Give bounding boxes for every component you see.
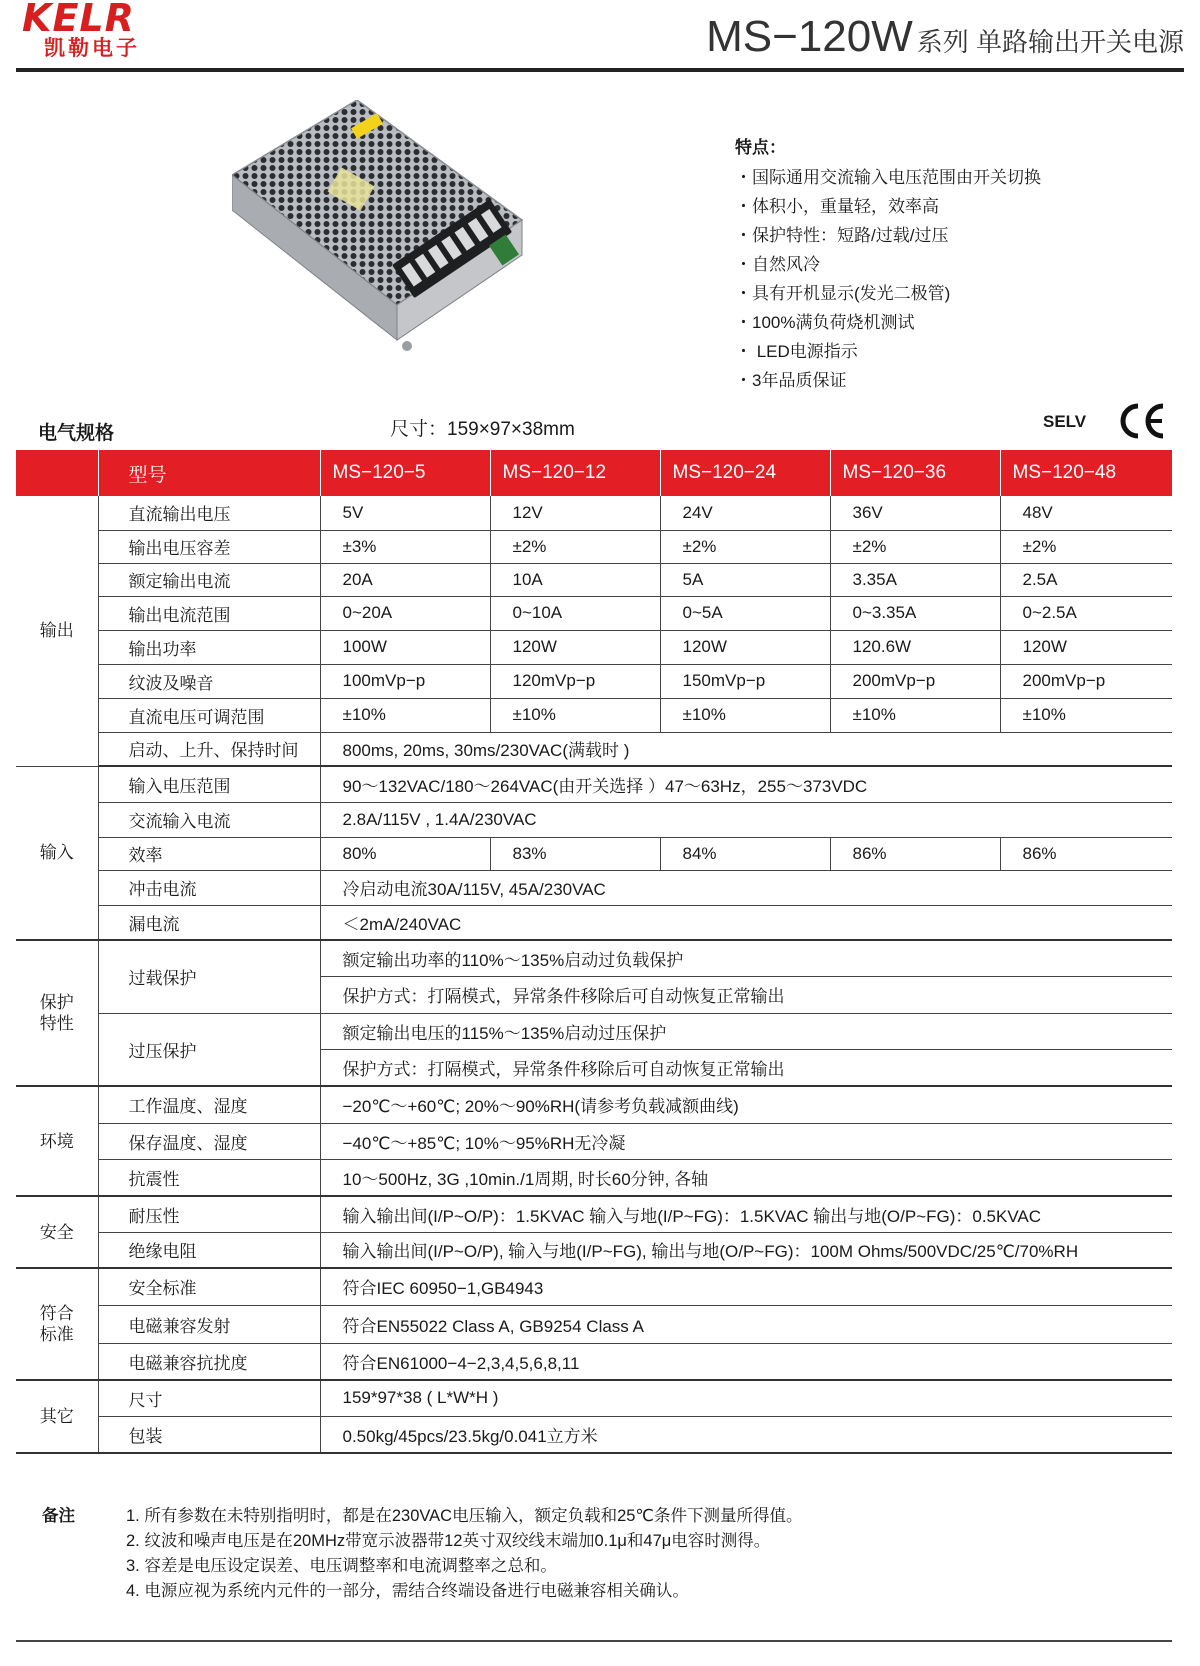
cell: 0~5A — [660, 596, 830, 630]
cell-wide: 冷启动电流30A/115V, 45A/230VAC — [320, 870, 1172, 905]
header-model: MS−120−5 — [320, 450, 490, 496]
cell: 10A — [490, 563, 660, 596]
table-row — [16, 563, 1172, 596]
table-row — [16, 630, 1172, 664]
cell-wide: 90～132VAC/180～264VAC(由开关选择 ）47～63Hz，255～373VDC — [320, 766, 1172, 802]
row-label: 抗震性 — [98, 1159, 320, 1196]
cell: 150mVp−p — [660, 664, 830, 698]
cell-wide: −20℃～+60℃; 20%～90%RH(请参考负载减额曲线) — [320, 1086, 1172, 1123]
row-label: 耐压性 — [98, 1196, 320, 1232]
cell: 100mVp−p — [320, 664, 490, 698]
cell: 86% — [1000, 837, 1172, 870]
group-input: 输入 — [16, 766, 98, 940]
cell: ±10% — [320, 698, 490, 732]
note-item: 2. 纹波和噪声电压是在20MHz带宽示波器带12英寸双绞线末端加0.1μ和47μ电容时测得。 — [126, 1532, 771, 1550]
group-environment: 环境 — [16, 1086, 98, 1196]
cell-wide: 额定输出电压的115%～135%启动过压保护 — [320, 1013, 1172, 1049]
cell-wide: −40℃～+85℃; 10%～95%RH无冷凝 — [320, 1123, 1172, 1159]
cell: 0~2.5A — [1000, 596, 1172, 630]
cell: 100W — [320, 630, 490, 664]
cell-wide: 符合EN55022 Class A, GB9254 Class A — [320, 1305, 1172, 1343]
table-row — [16, 940, 1172, 976]
cell-wide: 10～500Hz, 3G ,10min./1周期, 时长60分钟, 各轴 — [320, 1159, 1172, 1196]
table-row — [16, 1232, 1172, 1268]
header-model: MS−120−36 — [830, 450, 1000, 496]
feature-item: ・国际通用交流输入电压范围由开关切换 — [735, 168, 1041, 187]
cell-wide: ＜2mA/240VAC — [320, 905, 1172, 940]
row-label: 保存温度、湿度 — [98, 1123, 320, 1159]
table-row — [16, 1416, 1172, 1453]
note-item: 4. 电源应视为系统内元件的一部分，需结合终端设备进行电磁兼容相关确认。 — [126, 1582, 689, 1600]
cell: 120W — [490, 630, 660, 664]
table-row — [16, 698, 1172, 732]
table-row — [16, 530, 1172, 563]
model-series: MS−120W — [706, 12, 913, 61]
cell: 3.35A — [830, 563, 1000, 596]
cell: 5A — [660, 563, 830, 596]
cell: ±10% — [830, 698, 1000, 732]
row-label: 绝缘电阻 — [98, 1232, 320, 1268]
cell: 20A — [320, 563, 490, 596]
cell: ±10% — [660, 698, 830, 732]
footer-divider — [16, 1640, 1172, 1642]
header-model-label: 型号 — [98, 450, 320, 496]
cell: ±2% — [490, 530, 660, 563]
cell-wide: 符合IEC 60950−1,GB4943 — [320, 1268, 1172, 1305]
cell: 12V — [490, 496, 660, 530]
note-item: 1. 所有参数在未特别指明时，都是在230VAC电压输入，额定负载和25℃条件下测量所得值。 — [126, 1507, 803, 1525]
group-protection-label: 保护 特性 — [39, 993, 74, 1033]
cell: 24V — [660, 496, 830, 530]
table-row — [16, 1159, 1172, 1196]
cell-wide: 输入输出间(I/P~O/P), 输入与地(I/P~FG), 输出与地(O/P~FG)：100M Ohms/500VDC/25℃/70%RH — [320, 1232, 1172, 1268]
row-label: 交流输入电流 — [98, 802, 320, 837]
table-row — [16, 1268, 1172, 1305]
row-label: 输出功率 — [98, 630, 320, 664]
table-row — [16, 1123, 1172, 1159]
page-header — [0, 0, 1200, 72]
series-subtitle: 系列 单路输出开关电源 — [916, 27, 1184, 57]
cell-wide: 输入输出间(I/P~O/P)：1.5KVAC 输入与地(I/P~FG)：1.5KVAC 输出与地(O/P~FG)：0.5KVAC — [320, 1196, 1172, 1232]
table-row — [16, 870, 1172, 905]
row-label: 安全标准 — [98, 1268, 320, 1305]
header-model: MS−120−12 — [490, 450, 660, 496]
cell-wide: 保护方式：打隔模式，异常条件移除后可自动恢复正常输出 — [320, 1049, 1172, 1086]
cell: ±10% — [490, 698, 660, 732]
row-label: 直流电压可调范围 — [98, 698, 320, 732]
table-row — [16, 1196, 1172, 1232]
cell-wide: 保护方式：打隔模式，异常条件移除后可自动恢复正常输出 — [320, 976, 1172, 1013]
header-divider — [16, 68, 1184, 72]
cell-wide: 2.8A/115V , 1.4A/230VAC — [320, 802, 1172, 837]
group-safety: 安全 — [16, 1196, 98, 1268]
row-label: 电磁兼容发射 — [98, 1305, 320, 1343]
row-label: 漏电流 — [98, 905, 320, 940]
cell: 200mVp−p — [830, 664, 1000, 698]
cell: 0~20A — [320, 596, 490, 630]
row-label: 启动、上升、保持时间 — [98, 732, 320, 766]
spec-size: 尺寸：159×97×38mm — [390, 419, 575, 440]
group-other: 其它 — [16, 1380, 98, 1453]
header-model: MS−120−48 — [1000, 450, 1172, 496]
cell: 200mVp−p — [1000, 664, 1172, 698]
row-label: 输出电流范围 — [98, 596, 320, 630]
table-row — [16, 732, 1172, 766]
notes-label: 备注 — [42, 1507, 75, 1525]
row-label: 输入电压范围 — [98, 766, 320, 802]
row-label: 工作温度、湿度 — [98, 1086, 320, 1123]
table-row — [16, 1343, 1172, 1380]
cell: 120mVp−p — [490, 664, 660, 698]
cell-wide: 0.50kg/45pcs/23.5kg/0.041立方米 — [320, 1416, 1172, 1453]
table-row — [16, 766, 1172, 802]
table-row — [16, 596, 1172, 630]
row-label: 包装 — [98, 1416, 320, 1453]
row-label: 冲击电流 — [98, 870, 320, 905]
cell: 36V — [830, 496, 1000, 530]
row-label: 输出电压容差 — [98, 530, 320, 563]
cell-wide: 800ms, 20ms, 30ms/230VAC(满载时 ) — [320, 732, 1172, 766]
cell-wide: 159*97*38 ( L*W*H ) — [320, 1380, 1172, 1416]
ce-mark-icon — [1117, 400, 1167, 442]
row-label: 效率 — [98, 837, 320, 870]
selv-label: SELV — [1043, 412, 1087, 431]
cell: 120W — [1000, 630, 1172, 664]
feature-item: ・ LED电源指示 — [735, 342, 858, 361]
group-standards — [16, 1268, 98, 1380]
header-blank — [16, 450, 98, 496]
cell: ±2% — [660, 530, 830, 563]
cell-wide: 额定输出功率的110%～135%启动过负载保护 — [320, 940, 1172, 976]
brand-logo — [22, 0, 140, 60]
cell: 5V — [320, 496, 490, 530]
note-item: 3. 容差是电压设定误差、电压调整率和电流调整率之总和。 — [126, 1557, 557, 1575]
table-row — [16, 905, 1172, 940]
cell: 0~3.35A — [830, 596, 1000, 630]
cell: 84% — [660, 837, 830, 870]
cell: 48V — [1000, 496, 1172, 530]
cell: ±2% — [830, 530, 1000, 563]
row-label: 过压保护 — [98, 1013, 320, 1086]
feature-item: ・3年品质保证 — [735, 371, 847, 390]
group-protection — [16, 940, 98, 1086]
group-standards-label: 符合 标准 — [39, 1304, 74, 1344]
row-label: 额定输出电流 — [98, 563, 320, 596]
table-header-row — [16, 450, 1172, 496]
feature-item: ・体积小，重量轻，效率高 — [735, 197, 939, 216]
row-label: 电磁兼容抗扰度 — [98, 1343, 320, 1380]
cell: 80% — [320, 837, 490, 870]
table-row — [16, 837, 1172, 870]
document-title — [706, 12, 1184, 62]
table-row — [16, 802, 1172, 837]
table-row — [16, 1086, 1172, 1123]
table-row — [16, 1380, 1172, 1416]
notes-list — [126, 1504, 802, 1604]
cell: ±2% — [1000, 530, 1172, 563]
spec-table — [16, 450, 1172, 1454]
feature-item: ・自然风冷 — [735, 255, 820, 274]
feature-item: ・保护特性：短路/过载/过压 — [735, 226, 949, 245]
cell: 0~10A — [490, 596, 660, 630]
cell: ±10% — [1000, 698, 1172, 732]
cell: ±3% — [320, 530, 490, 563]
cell: 120.6W — [830, 630, 1000, 664]
table-row — [16, 664, 1172, 698]
row-label: 尺寸 — [98, 1380, 320, 1416]
spec-title: 电气规格 — [38, 423, 115, 444]
feature-item: ・100%满负荷烧机测试 — [735, 313, 915, 332]
features-title: 特点： — [735, 138, 786, 157]
row-label: 直流输出电压 — [98, 496, 320, 530]
row-label: 过载保护 — [98, 940, 320, 1013]
cell: 86% — [830, 837, 1000, 870]
table-row — [16, 496, 1172, 530]
table-row — [16, 1013, 1172, 1049]
header-model: MS−120−24 — [660, 450, 830, 496]
group-output: 输出 — [16, 496, 98, 766]
feature-item: ・具有开机显示(发光二极管) — [735, 284, 951, 303]
cell-wide: 符合EN61000−4−2,3,4,5,6,8,11 — [320, 1343, 1172, 1380]
cell: 2.5A — [1000, 563, 1172, 596]
cell: 120W — [660, 630, 830, 664]
product-photo — [232, 100, 542, 390]
logo-text: KELR — [22, 0, 135, 40]
table-row — [16, 1305, 1172, 1343]
features-list — [735, 133, 1041, 395]
logo-cn-text: 凯勒电子 — [44, 36, 140, 60]
cell: 83% — [490, 837, 660, 870]
row-label: 纹波及噪音 — [98, 664, 320, 698]
